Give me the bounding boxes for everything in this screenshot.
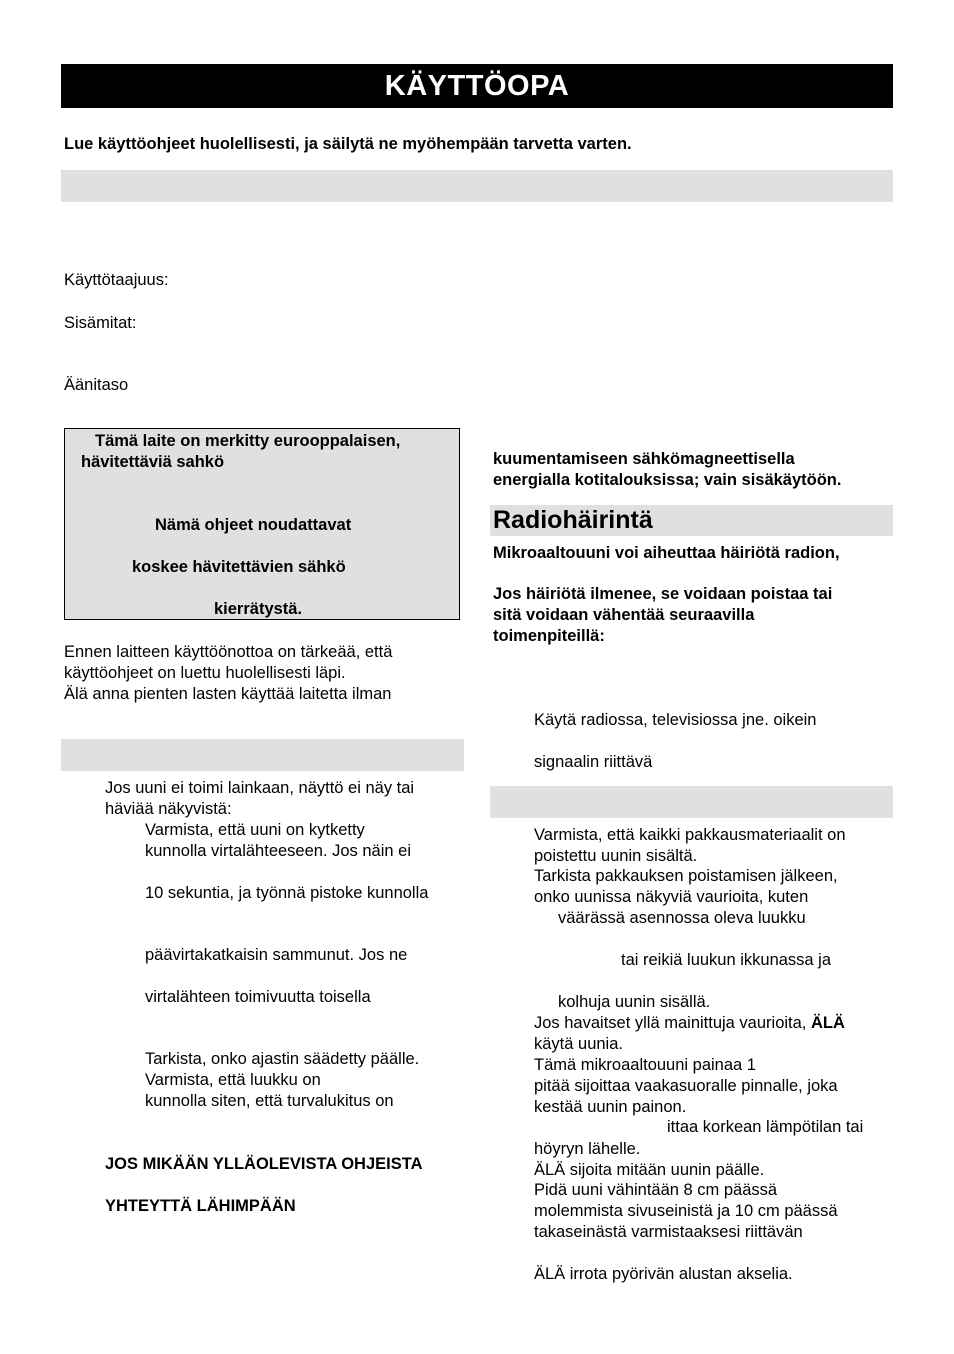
- trouble-answer-1-line-5: virtalähteen toimivuutta toisella: [145, 988, 371, 1006]
- install-line-6: tai reikiä luukun ikkunassa ja: [621, 951, 832, 969]
- install-line-5: väärässä asennossa oleva luukku: [558, 909, 806, 927]
- install-line-17: molemmista sivuseinistä ja 10 cm päässä: [534, 1202, 838, 1220]
- install-line-12: kestää uunin painon.: [534, 1098, 687, 1116]
- trouble-answer-2-line-2: Varmista, että luukku on: [145, 1071, 321, 1089]
- radio-item-1: Käytä radiossa, televisiossa jne. oikein: [534, 711, 817, 729]
- install-line-7: kolhuja uunin sisällä.: [558, 993, 711, 1011]
- install-line-8: [534, 1013, 845, 1034]
- spec-noise-level-label: Äänitaso: [64, 376, 129, 394]
- radio-interference-heading: Radiohäirintä: [493, 506, 653, 534]
- trouble-answer-1-line-4: päävirtakatkaisin sammunut. Jos ne: [145, 946, 408, 964]
- notice-line-3: Nämä ohjeet noudattavat: [155, 516, 352, 534]
- radio-interference-heading-bar: [490, 505, 893, 536]
- trouble-contact-line-1: JOS MIKÄÄN YLLÄOLEVISTA OHJEISTA: [105, 1155, 423, 1173]
- install-line-2: poistettu uunin sisältä.: [534, 847, 698, 865]
- install-line-11: pitää sijoittaa vaakasuoralle pinnalle, joka: [534, 1077, 838, 1095]
- section-bar-installation: [490, 786, 893, 818]
- install-line-19: ÄLÄ irrota pyörivän alustan akselia.: [534, 1265, 793, 1283]
- trouble-answer-1-line-3: 10 sekuntia, ja työnnä pistoke kunnolla: [145, 884, 429, 902]
- radio-paragraph-2-line-2: sitä voidaan vähentää seuraavilla: [493, 606, 755, 624]
- notice-line-1: Tämä laite on merkitty eurooppalaisen,: [95, 432, 401, 450]
- radio-item-2: signaalin riittävä: [534, 753, 653, 771]
- install-line-8-emphasis: ÄLÄ: [810, 1014, 845, 1032]
- install-line-1: Varmista, että kaikki pakkausmateriaalit on: [534, 826, 846, 844]
- trouble-question-line-2: häviää näkyvistä:: [105, 800, 232, 818]
- section-bar-specs: [61, 170, 893, 202]
- usage-paragraph-line-1: Ennen laitteen käyttöönottoa on tärkeää, että: [64, 643, 393, 661]
- install-line-16: Pidä uuni vähintään 8 cm päässä: [534, 1181, 778, 1199]
- notice-line-5: kierrätystä.: [214, 600, 303, 618]
- spec-inner-dimensions-label: Sisämitat:: [64, 314, 137, 332]
- trouble-question-line-1: Jos uuni ei toimi lainkaan, näyttö ei näy tai: [105, 779, 415, 797]
- usage-paragraph-line-3: Älä anna pienten lasten käyttää laitetta ilman: [64, 685, 392, 703]
- install-line-14: höyryn lähelle.: [534, 1140, 641, 1158]
- trouble-answer-2-line-1: Tarkista, onko ajastin säädetty päälle.: [145, 1050, 420, 1068]
- install-line-4: onko uunissa näkyviä vaurioita, kuten: [534, 888, 809, 906]
- usage-scope-line-1: kuumentamiseen sähkömagneettisella: [493, 450, 795, 468]
- install-line-13: ittaa korkean lämpötilan tai: [667, 1118, 864, 1136]
- section-bar-troubleshooting: [61, 739, 464, 771]
- install-line-9: käytä uunia.: [534, 1035, 623, 1053]
- notice-line-4: koskee hävitettävien sähkö: [132, 558, 346, 576]
- radio-paragraph-1: Mikroaaltouuni voi aiheuttaa häiriötä radion,: [493, 544, 840, 562]
- spec-frequency-label: Käyttötaajuus:: [64, 271, 169, 289]
- radio-paragraph-2-line-1: Jos häiriötä ilmenee, se voidaan poistaa tai: [493, 585, 833, 603]
- usage-scope-line-2: energialla kotitalouksissa; vain sisäkäytöön.: [493, 471, 842, 489]
- trouble-answer-1-line-1: Varmista, että uuni on kytketty: [145, 821, 365, 839]
- install-line-3: Tarkista pakkauksen poistamisen jälkeen,: [534, 867, 838, 885]
- radio-paragraph-2-line-3: toimenpiteillä:: [493, 627, 605, 645]
- intro-text: Lue käyttöohjeet huolellisesti, ja säilytä ne myöhempään tarvetta varten.: [64, 135, 632, 153]
- install-line-8-text: Jos havaitset yllä mainittuja vaurioita,: [534, 1014, 811, 1032]
- notice-line-2: hävitettäviä sahkö: [81, 453, 225, 471]
- trouble-answer-2-line-3: kunnolla siten, että turvalukitus on: [145, 1092, 394, 1110]
- trouble-answer-1-line-2: kunnolla virtalähteeseen. Jos näin ei: [145, 842, 412, 860]
- install-line-18: takaseinästä varmistaaksesi riittävän: [534, 1223, 803, 1241]
- install-line-15: ÄLÄ sijoita mitään uunin päälle.: [534, 1161, 765, 1179]
- usage-paragraph-line-2: käyttöohjeet on luettu huolellisesti läpi.: [64, 664, 346, 682]
- trouble-contact-line-2: YHTEYTTÄ LÄHIMPÄÄN: [105, 1197, 296, 1215]
- install-line-10: Tämä mikroaaltouuni painaa 1: [534, 1056, 756, 1074]
- page-title: KÄYTTÖOPA: [61, 64, 893, 108]
